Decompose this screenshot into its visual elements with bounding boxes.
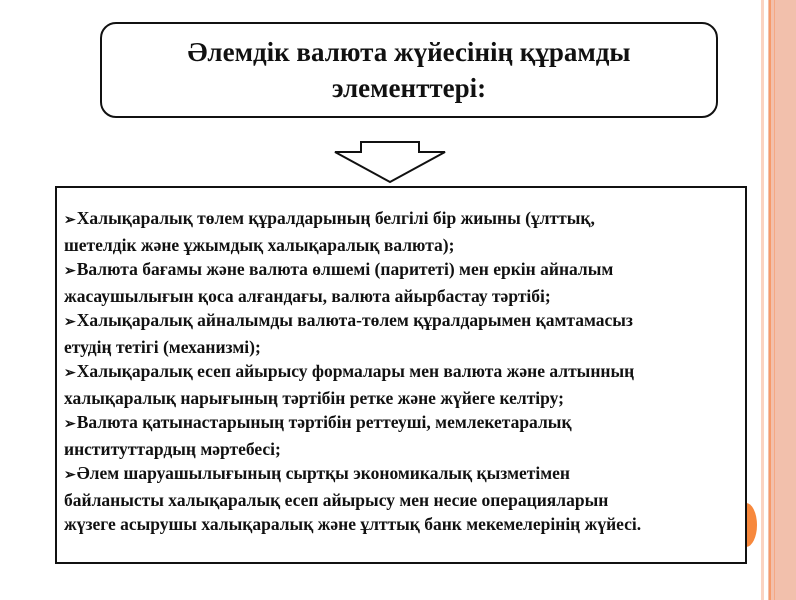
list-item-line xyxy=(64,488,745,512)
list-item-line xyxy=(64,461,745,488)
list-item-text: етудің тетігі (механизмі); xyxy=(64,337,261,357)
side-decoration-line xyxy=(774,0,775,600)
list-item-text: жасаушылығын қоса алғандағы, валюта айырбастау тәртібі; xyxy=(64,286,551,306)
list-item-text: Әлем шаруашылығының сыртқы экономикалық қызметімен xyxy=(76,463,570,483)
list-item xyxy=(64,410,745,461)
list-item-line xyxy=(64,386,745,410)
list-item-text: Халықаралық төлем құралдарының белгілі бір жиыны (ұлттық, xyxy=(76,208,595,228)
content-box xyxy=(55,186,747,564)
list-item xyxy=(64,461,745,536)
list-item-text: Халықаралық айналымды валюта-төлем құралдарымен қамтамасыз xyxy=(76,310,633,330)
list-item-line xyxy=(64,257,745,284)
title-line: Әлемдік валюта жүйесінің құрамды xyxy=(187,37,631,67)
list-item-line xyxy=(64,284,745,308)
slide-title xyxy=(187,34,630,106)
bullet-arrow-icon: ➢ xyxy=(64,468,76,483)
bullet-arrow-icon: ➢ xyxy=(64,366,76,381)
list-item xyxy=(64,359,745,410)
title-box xyxy=(100,22,718,118)
list-item-text: институттардың мәртебесі; xyxy=(64,439,281,459)
bullet-arrow-icon: ➢ xyxy=(64,264,76,279)
bullet-arrow-icon: ➢ xyxy=(64,315,76,330)
list-item-text: жүзеге асырушы халықаралық және ұлттық банк мекемелерінің жүйесі. xyxy=(64,514,642,534)
down-arrow-icon xyxy=(333,140,447,184)
bullet-arrow-icon: ➢ xyxy=(64,417,76,432)
list-item-line xyxy=(64,359,745,386)
list-item-line xyxy=(64,308,745,335)
side-decoration-line xyxy=(761,0,764,600)
list-item xyxy=(64,206,745,257)
list-item xyxy=(64,308,745,359)
list-item-text: байланысты халықаралық есеп айырысу мен несие операцияларын xyxy=(64,490,609,510)
side-decoration-line xyxy=(769,0,771,600)
list-item-line xyxy=(64,512,745,536)
list-item-line xyxy=(64,335,745,359)
list-item-text: Валюта бағамы және валюта өлшемі (паритеті) мен еркін айналым xyxy=(76,259,614,279)
list-item-line xyxy=(64,206,745,233)
list-item-text: Халықаралық есеп айырысу формалары мен валюта және алтынның xyxy=(76,361,635,381)
list-item-text: шетелдік және ұжымдық халықаралық валюта); xyxy=(64,235,455,255)
title-line: элементтері: xyxy=(331,73,487,103)
side-decoration-band xyxy=(768,0,796,600)
list-item-line xyxy=(64,410,745,437)
list-item-line xyxy=(64,233,745,257)
list-item-line xyxy=(64,437,745,461)
list-item-text: Валюта қатынастарының тәртібін реттеуші, мемлекетаралық xyxy=(76,412,572,432)
list-item xyxy=(64,257,745,308)
list-item-text: халықаралық нарығының тәртібін ретке және жүйеге келтіру; xyxy=(64,388,565,408)
bullet-arrow-icon: ➢ xyxy=(64,213,76,228)
bullet-list xyxy=(64,206,745,536)
